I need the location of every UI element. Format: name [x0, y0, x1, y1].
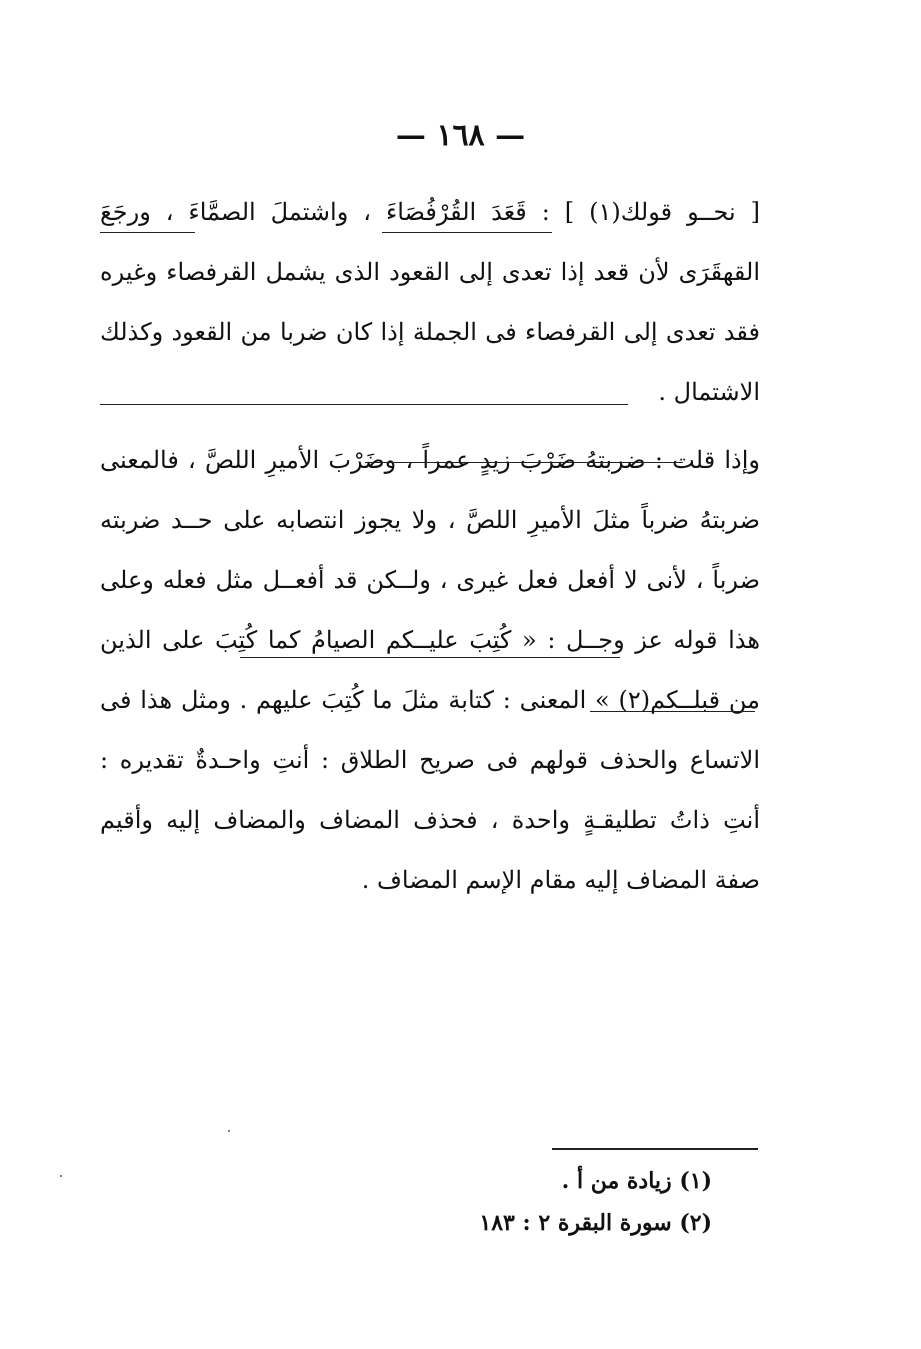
scan-speck: [60, 1175, 62, 1177]
footnote-2: (٢) سورة البقرة ٢ : ١٨٣: [479, 1210, 712, 1236]
body-text: [100, 182, 760, 910]
scan-speck: [228, 1130, 230, 1132]
underline-mark: [365, 462, 683, 463]
paragraph-1: [ نحــو قولك(١) ] : قَعَدَ القُرْفُصَاءَ ، واشتملَ الصمَّاءَ ، ورجَعَ القهقَرَى لأن قعد إذا تعدى إلى القعود الذى يشمل القرفصاء وغيره فقد تعدى إلى القرفصاء فى الجملة إذا كان ضربا من القعود وكذلك الاشتمال .: [100, 198, 761, 406]
underline-mark: [100, 404, 628, 405]
footnote-divider: [552, 1148, 758, 1150]
paragraph-gap: [100, 422, 760, 430]
underline-mark: [100, 232, 195, 233]
underline-mark: [382, 232, 552, 233]
paragraph-2: وإذا قلت : ضربتهُ ضَرْبَ زيدٍ عمراً ، وضَرْبَ الأميرِ اللصَّ ، فالمعنى ضربتهُ ضرباً مثلَ الأميرِ اللصَّ ، ولا يجوز انتصابه على حــد ضربته ضرباً ، لأنى لا أفعل فعل غيرى ، ولــكن قد أفعــل مثل فعله وعلى هذا قوله عز وجــل : « كُتِبَ عليــكم الصيامُ كما كُتِبَ على الذين من قبلــكم(٢) » المعنى : كتابة مثلَ ما كُتِبَ عليهم . ومثل هذا فى الاتساع والحذف قولهم فى صريح الطلاق : أنتِ واحـدةٌ تقديره : أنتِ ذاتُ تطليقـةٍ واحدة ، فحذف المضاف والمضاف إليه وأقيم صفة المضاف إليه مقام الإسم المضاف .: [100, 446, 760, 894]
footnote-1: (١) زيادة من أ .: [561, 1168, 712, 1194]
footnotes: [400, 1160, 712, 1244]
page-number: — ١٦٨ —: [395, 118, 526, 153]
underline-mark: [590, 711, 755, 712]
underline-mark: [240, 657, 620, 658]
